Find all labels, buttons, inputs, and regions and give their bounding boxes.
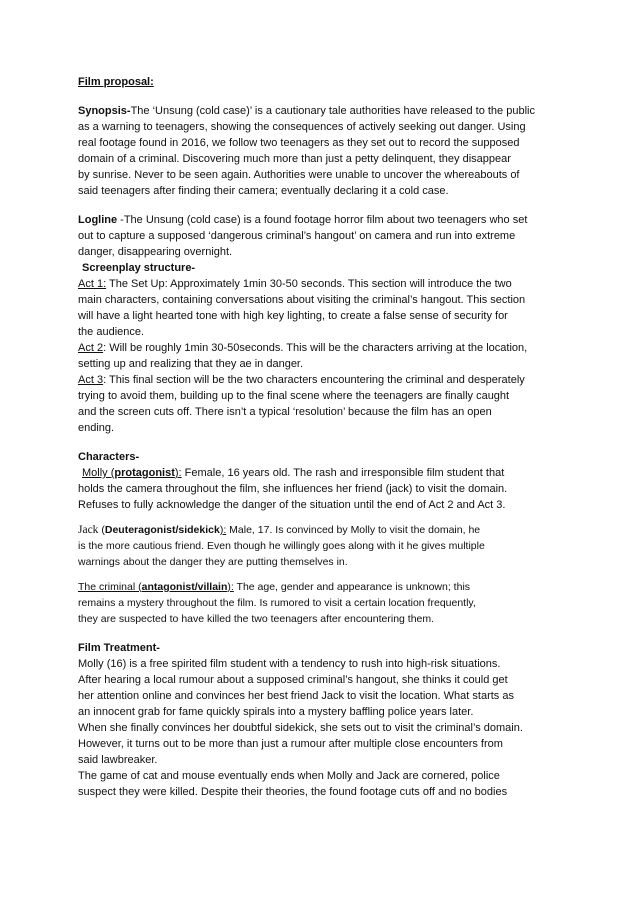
criminal-role: antagonist/villain [141, 581, 228, 593]
act-1-label: Act 1: [78, 278, 107, 290]
act-line: The Set Up: Approximately 1min 30-50 seconds. This section will introduce the two [106, 278, 512, 290]
treatment-line: her attention online and convinces her best friend Jack to visit the location. What starts as [78, 690, 514, 702]
act-line: setting up and realizing that they ae in danger. [78, 358, 304, 370]
molly-role: protagonist [114, 467, 175, 479]
act-line: main characters, containing conversations about visiting the criminal’s hangout. This section [78, 294, 526, 306]
act-3-label: Act 3 [78, 374, 104, 386]
logline-line: out to capture a supposed ‘dangerous criminal’s hangout’ on camera and run into extreme [78, 230, 516, 242]
characters-heading: Characters- [78, 451, 140, 463]
character-line: they are suspected to have killed the two teenagers after encountering them. [78, 613, 435, 625]
document-body [78, 74, 574, 800]
synopsis-line: by sunrise. Never to be seen again. Authorities were unable to uncover the whereabouts of [78, 169, 520, 181]
logline-section [78, 212, 574, 260]
molly-name: Molly ( [82, 467, 115, 479]
character-line: Male, 17. Is convinced by Molly to visit the domain, he [226, 524, 481, 536]
treatment-line: said lawbreaker. [78, 754, 158, 766]
treatment-heading: Film Treatment- [78, 642, 160, 654]
treatment-section [78, 640, 574, 800]
jack-open: ( [98, 524, 105, 536]
act-2-label: Act 2 [78, 342, 104, 354]
synopsis-line: The ‘Unsung (cold case)’ is a cautionary tale authorities have released to the public [130, 105, 535, 117]
act-line: ending. [78, 422, 115, 434]
logline-label: Logline [78, 214, 118, 226]
treatment-line: After hearing a local rumour about a supposed criminal’s hangout, she thinks it could get [78, 674, 508, 686]
act-line: will have a light hearted tone with high key lighting, to create a false sense of security for [78, 310, 508, 322]
character-line: remains a mystery throughout the film. Is rumored to visit a certain location frequently, [78, 597, 476, 609]
treatment-line: an innocent grab for fame quickly spirals into a mystery baffling police years later. [78, 706, 474, 718]
screenplay-section [78, 260, 574, 436]
act-line: trying to avoid them, building up to the final scene where the teenagers are finally caught [78, 390, 510, 402]
synopsis-line: said teenagers after finding their camera; eventually declaring it a cold case. [78, 185, 449, 197]
jack-name: Jack [78, 524, 99, 536]
logline-line: -The Unsung (cold case) is a found footage horror film about two teenagers who set [117, 214, 528, 226]
act-line: and the screen cuts off. There isn’t a typical ‘resolution’ because the film has an open [78, 406, 492, 418]
treatment-line: Molly (16) is a free spirited film student with a tendency to rush into high-risk situations. [78, 658, 501, 670]
character-line: holds the camera throughout the film, she influences her friend (jack) to visit the domain. [78, 483, 508, 495]
jack-close: ): [219, 524, 227, 536]
document-title: Film proposal: [78, 76, 154, 88]
criminal-close: ): [227, 581, 234, 593]
synopsis-line: as a warning to teenagers, showing the consequences of actively seeking out danger. Using [78, 121, 526, 133]
logline-line: danger, disappearing overnight. [78, 246, 233, 258]
character-line: warnings about the danger they are putting themselves in. [78, 556, 348, 568]
act-line: : This final section will be the two characters encountering the criminal and desperately [103, 374, 525, 386]
act-line: : Will be roughly 1min 30-50seconds. This will be the characters arriving at the location, [103, 342, 528, 354]
character-line: The age, gender and appearance is unknown; this [233, 581, 471, 593]
treatment-line: However, it turns out to be more than just a rumour after multiple close encounters from [78, 738, 503, 750]
characters-section [78, 449, 574, 627]
treatment-line: suspect they were killed. Despite their theories, the found footage cuts off and no bodies [78, 786, 508, 798]
character-line: Refuses to fully acknowledge the danger of the situation until the end of Act 2 and Act 3. [78, 499, 506, 511]
character-line: is the more cautious friend. Even though he willingly goes along with it he gives multiple [78, 540, 485, 552]
molly-close: ): [174, 467, 182, 479]
synopsis-line: real footage found in 2016, we follow two teenagers as they set out to record the supposed [78, 137, 520, 149]
synopsis-label: Synopsis- [78, 105, 131, 117]
jack-role: Deuteragonist/sidekick [104, 524, 220, 536]
treatment-line: The game of cat and mouse eventually ends when Molly and Jack are cornered, police [78, 770, 500, 782]
treatment-line: When she finally convinces her doubtful sidekick, she sets out to visit the criminal’s domain. [78, 722, 523, 734]
criminal-name: The criminal ( [78, 581, 142, 593]
synopsis-section [78, 103, 574, 199]
screenplay-heading: Screenplay structure- [82, 262, 196, 274]
synopsis-line: domain of a criminal. Discovering much more than just a petty delinquent, they disappear [78, 153, 511, 165]
character-line: Female, 16 years old. The rash and irresponsible film student that [181, 467, 505, 479]
act-line: the audience. [78, 326, 145, 338]
